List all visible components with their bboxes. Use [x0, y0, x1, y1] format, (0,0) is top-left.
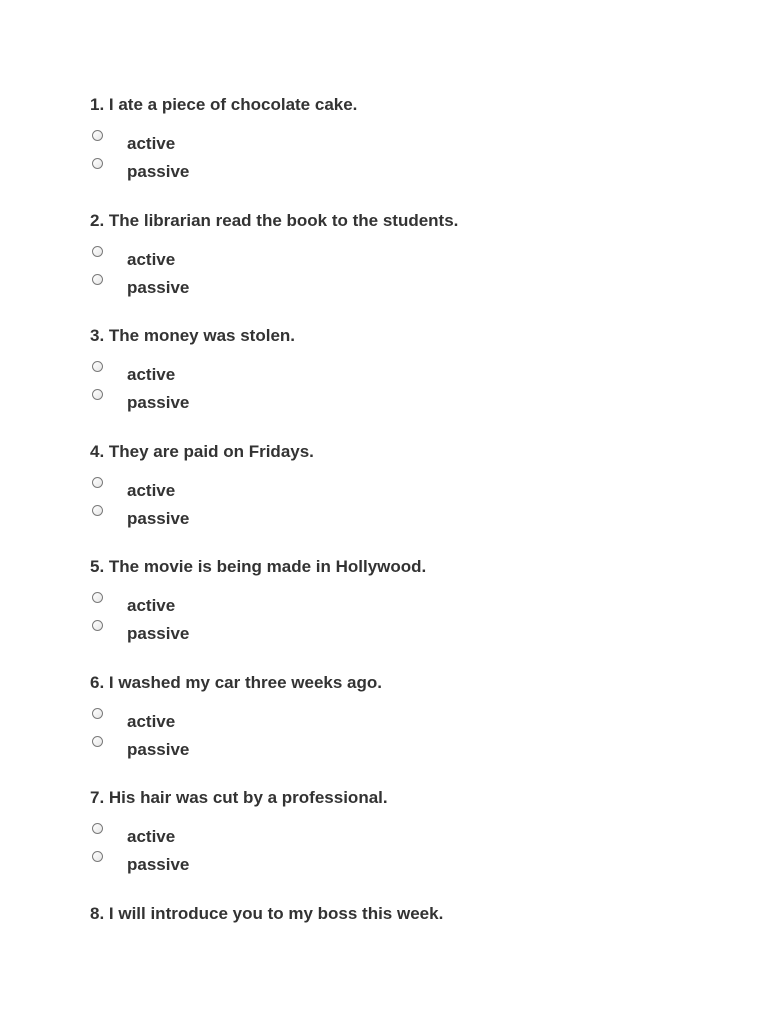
question-text: 2. The librarian read the book to the students.: [90, 210, 459, 230]
question-text: 5. The movie is being made in Hollywood.: [90, 557, 427, 576]
radio-button[interactable]: [92, 361, 103, 372]
radio-button[interactable]: [92, 823, 103, 834]
option-group: [90, 823, 730, 879]
option-label[interactable]: passive: [127, 277, 190, 297]
question-2: [90, 210, 730, 326]
option-group: [90, 592, 730, 648]
option-group: [90, 477, 730, 533]
option-group: [90, 130, 730, 186]
question-text: 8. I will introduce you to my boss this week.: [90, 903, 444, 923]
question-text: 6. I washed my car three weeks ago.: [90, 672, 382, 692]
option-active[interactable]: [90, 823, 730, 851]
option-label[interactable]: passive: [127, 393, 190, 412]
option-passive[interactable]: [90, 274, 730, 302]
option-passive[interactable]: [90, 620, 730, 648]
option-group: [90, 246, 730, 302]
radio-button[interactable]: [92, 246, 103, 257]
question-3: [90, 325, 730, 441]
radio-button[interactable]: [92, 130, 103, 141]
option-active[interactable]: [90, 130, 730, 158]
question-text: 3. The money was stolen.: [90, 326, 296, 345]
question-4: [90, 441, 730, 557]
option-active[interactable]: [90, 477, 730, 505]
option-active[interactable]: [90, 592, 730, 620]
radio-button[interactable]: [92, 274, 103, 285]
radio-button[interactable]: [92, 736, 103, 747]
option-passive[interactable]: [90, 505, 730, 533]
question-8: [90, 903, 730, 1019]
option-group: [90, 708, 730, 764]
option-label[interactable]: active: [127, 134, 176, 153]
option-label[interactable]: passive: [127, 162, 190, 181]
option-passive[interactable]: [90, 736, 730, 764]
option-active[interactable]: [90, 361, 730, 389]
question-6: [90, 672, 730, 788]
radio-button[interactable]: [92, 620, 103, 631]
radio-button[interactable]: [92, 477, 103, 488]
radio-button[interactable]: [92, 389, 103, 400]
option-passive[interactable]: [90, 851, 730, 879]
question-1: [90, 94, 730, 210]
radio-button[interactable]: [92, 851, 103, 862]
question-7: [90, 787, 730, 903]
question-5: [90, 556, 730, 672]
option-label[interactable]: passive: [127, 624, 190, 643]
option-label[interactable]: active: [127, 249, 176, 269]
option-label[interactable]: passive: [127, 739, 190, 759]
question-text: 7. His hair was cut by a professional.: [90, 788, 388, 807]
option-group: [90, 361, 730, 417]
option-label[interactable]: passive: [127, 508, 190, 528]
option-label[interactable]: passive: [127, 855, 190, 874]
option-label[interactable]: active: [127, 480, 176, 500]
question-text: 1. I ate a piece of chocolate cake.: [90, 95, 358, 114]
option-passive[interactable]: [90, 389, 730, 417]
quiz: [90, 94, 730, 1018]
option-label[interactable]: active: [127, 596, 176, 615]
option-passive[interactable]: [90, 158, 730, 186]
option-active[interactable]: [90, 246, 730, 274]
option-label[interactable]: active: [127, 365, 176, 384]
radio-button[interactable]: [92, 592, 103, 603]
option-label[interactable]: active: [127, 827, 176, 846]
radio-button[interactable]: [92, 158, 103, 169]
radio-button[interactable]: [92, 505, 103, 516]
option-active[interactable]: [90, 708, 730, 736]
radio-button[interactable]: [92, 708, 103, 719]
question-text: 4. They are paid on Fridays.: [90, 441, 314, 461]
option-label[interactable]: active: [127, 711, 176, 731]
